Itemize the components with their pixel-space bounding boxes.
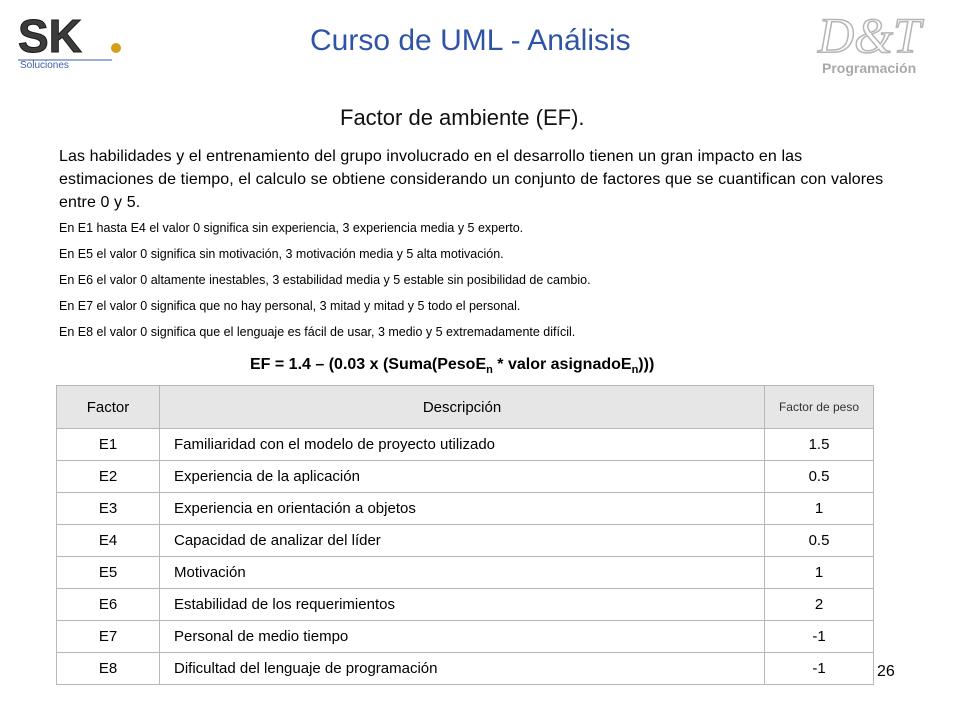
formula-sub-2: n [631, 364, 639, 376]
course-title: Curso de UML - Análisis [310, 24, 631, 57]
cell-peso: 1 [765, 557, 874, 589]
cell-descripcion: Dificultad del lenguaje de programación [160, 653, 765, 685]
ef-formula [250, 356, 654, 376]
factor-notes [59, 220, 879, 350]
sk-logo-text: SK [18, 10, 82, 62]
page-number: 26 [877, 663, 895, 680]
sk-logo-dot [111, 43, 121, 53]
sk-logo-subtext: Soluciones [20, 60, 69, 71]
cell-descripcion: Capacidad de analizar del líder [160, 525, 765, 557]
sk-soluciones-logo [12, 8, 130, 74]
table-row [57, 429, 874, 461]
dt-logo-text: D&T [818, 7, 921, 63]
cell-descripcion: Personal de medio tiempo [160, 621, 765, 653]
cell-descripcion: Experiencia de la aplicación [160, 461, 765, 493]
cell-peso: -1 [765, 653, 874, 685]
table-row [57, 653, 874, 685]
note-item: En E1 hasta E4 el valor 0 significa sin experiencia, 3 experiencia media y 5 experto. [59, 221, 524, 235]
table-row [57, 557, 874, 589]
dt-logo-subtext: Programación [822, 60, 917, 76]
cell-peso: 0.5 [765, 525, 874, 557]
cell-factor: E7 [57, 621, 160, 653]
cell-peso: -1 [765, 621, 874, 653]
formula-prefix: EF = 1.4 – (0.03 x (Suma(PesoE [250, 356, 487, 373]
environment-factors-table [56, 385, 874, 685]
header-factor: Factor [57, 386, 160, 429]
table-row [57, 621, 874, 653]
cell-descripcion: Familiaridad con el modelo de proyecto utilizado [160, 429, 765, 461]
note-item: En E7 el valor 0 significa que no hay personal, 3 mitad y mitad y 5 todo el personal. [59, 299, 521, 313]
table-row [57, 461, 874, 493]
cell-descripcion: Motivación [160, 557, 765, 589]
table-header-row [57, 386, 874, 429]
cell-factor: E6 [57, 589, 160, 621]
table-row [57, 525, 874, 557]
note-item: En E6 el valor 0 altamente inestables, 3 estabilidad media y 5 estable sin posibilidad de cambio. [59, 273, 591, 287]
slide-title: Factor de ambiente (EF). [340, 105, 585, 130]
formula-middle: * valor asignadoE [492, 356, 632, 373]
note-item: En E8 el valor 0 significa que el lenguaje es fácil de usar, 3 medio y 5 extremadamente difícil. [59, 325, 576, 339]
cell-factor: E2 [57, 461, 160, 493]
table-row [57, 589, 874, 621]
header-descripcion: Descripción [160, 386, 765, 429]
cell-factor: E4 [57, 525, 160, 557]
cell-factor: E8 [57, 653, 160, 685]
header-peso: Factor de peso [765, 386, 874, 429]
table-row [57, 493, 874, 525]
formula-sub-1: n [486, 364, 493, 376]
intro-paragraph: Las habilidades y el entrenamiento del grupo involucrado en el desarrollo tienen un gran impacto en las estimaciones de tiempo, el calculo se obtiene considerando un conjunto de factores que se cuantifican con valores entre 0 y 5. [59, 148, 884, 211]
formula-suffix: ))) [638, 356, 655, 373]
cell-descripcion: Experiencia en orientación a objetos [160, 493, 765, 525]
cell-peso: 1 [765, 493, 874, 525]
cell-factor: E3 [57, 493, 160, 525]
cell-peso: 1.5 [765, 429, 874, 461]
cell-descripcion: Estabilidad de los requerimientos [160, 589, 765, 621]
cell-factor: E5 [57, 557, 160, 589]
cell-factor: E1 [57, 429, 160, 461]
cell-peso: 2 [765, 589, 874, 621]
note-item: En E5 el valor 0 significa sin motivación, 3 motivación media y 5 alta motivación. [59, 247, 504, 261]
cell-peso: 0.5 [765, 461, 874, 493]
